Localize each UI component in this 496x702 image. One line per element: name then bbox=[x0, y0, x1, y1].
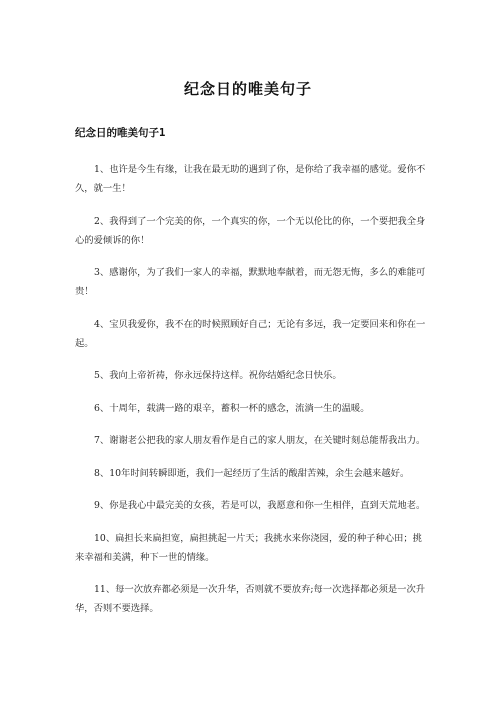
sentence-item: 5、我向上帝祈祷，你永远保持这样。祝你结婚纪念日快乐。 bbox=[94, 370, 342, 381]
sentence-item: 11、每一次放弃都必须是一次升华，否则就不要放弃;每一次选择都必须是一次升华，否则不要选择。 bbox=[75, 584, 426, 614]
sentence-item: 1、也许是今生有缘，让我在最无助的遇到了你，是你给了我幸福的感觉。爱你不久，就一生！ bbox=[75, 164, 426, 194]
sentence-item: 2、我得到了一个完美的你，一个真实的你，一个无以伦比的你，一个要把我全身心的爱倾诉的你！ bbox=[75, 215, 426, 246]
sentence-item: 3、感谢你，为了我们一家人的幸福，默默地奉献着，而无怨无悔，多么的难能可贵！ bbox=[75, 267, 426, 297]
sentence-item: 7、谢谢老公把我的家人朋友看作是自己的家人朋友，在关键时刻总能帮我出力。 bbox=[94, 435, 426, 446]
sentence-item: 4、宝贝我爱你，我不在的时候照顾好自己；无论有多远，我一定要回来和你在一起。 bbox=[75, 318, 426, 349]
section-heading: 纪念日的唯美句子1 bbox=[75, 127, 166, 139]
sentence-item: 8、10年时间转瞬即逝，我们一起经历了生活的酸甜苦辣，余生会越来越好。 bbox=[94, 467, 410, 479]
document-title: 纪念日的唯美句子 bbox=[183, 80, 312, 98]
sentence-item: 9、你是我心中最完美的女孩，若是可以，我愿意和你一生相伴，直到天荒地老。 bbox=[94, 500, 426, 511]
sentence-item: 6、十周年，载满一路的艰辛，蓄积一杯的感念，流淌一生的温暖。 bbox=[94, 402, 370, 414]
sentence-list bbox=[75, 160, 426, 632]
sentence-item: 10、扁担长来扁担宽，扁担挑起一片天；我挑水来你浇园，爱的种子种心田；挑来幸福和美满，种下一世的情缘。 bbox=[75, 532, 422, 563]
